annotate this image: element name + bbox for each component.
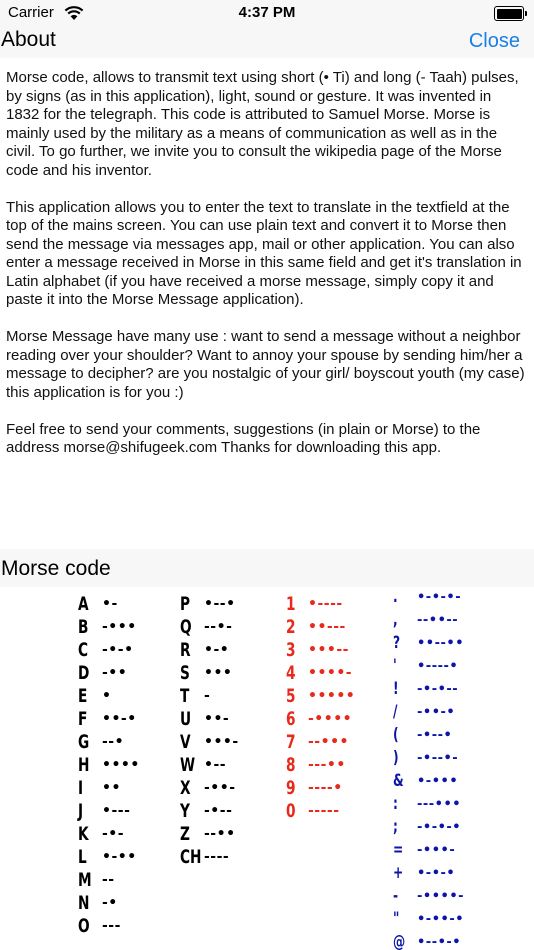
- morse-symbol: H: [78, 754, 90, 776]
- morse-code: -----: [308, 803, 340, 819]
- section-title: Morse code: [1, 557, 111, 580]
- morse-row: [78, 892, 140, 915]
- page-title: About: [1, 28, 56, 51]
- morse-code: -•••-: [417, 843, 456, 858]
- morse-code: -•-: [102, 826, 125, 842]
- morse-code: •--: [204, 757, 227, 773]
- morse-code: •-•-•-: [417, 590, 462, 605]
- morse-code: --••: [204, 826, 236, 842]
- morse-code: ••: [102, 780, 121, 796]
- morse-code: --••--: [417, 613, 459, 628]
- morse-symbol: :: [393, 794, 398, 814]
- morse-row: [180, 800, 239, 823]
- morse-symbol: @: [393, 932, 406, 950]
- morse-row: [180, 731, 239, 754]
- morse-row: [78, 915, 140, 938]
- morse-code: •-•••: [417, 774, 459, 789]
- morse-row: [180, 639, 239, 662]
- morse-row: [286, 616, 355, 639]
- morse-symbol: 9: [286, 777, 296, 799]
- morse-row: [286, 708, 355, 731]
- morse-row: [180, 823, 239, 846]
- morse-code: -•--: [204, 803, 233, 819]
- morse-row: [78, 800, 140, 823]
- morse-row: [180, 685, 239, 708]
- morse-symbol: ': [393, 656, 397, 676]
- morse-code: •--•-•: [417, 935, 462, 950]
- morse-symbol: 0: [286, 800, 296, 822]
- morse-row: [78, 754, 140, 777]
- morse-code: --•-: [204, 619, 233, 635]
- morse-code: ••--••: [417, 636, 465, 651]
- morse-code: •••--: [308, 642, 349, 658]
- morse-code: ----•: [308, 780, 343, 796]
- morse-code: -•--•: [417, 728, 453, 743]
- morse-code: •-••: [102, 849, 137, 865]
- morse-row: [180, 708, 239, 731]
- morse-row: [393, 931, 464, 950]
- morse-code: •-•: [204, 642, 230, 658]
- morse-row: [393, 586, 464, 609]
- morse-symbol: N: [78, 892, 90, 914]
- morse-code: -•-•--: [417, 682, 459, 697]
- morse-code: •••: [204, 665, 233, 681]
- morse-code: -•--•-: [417, 751, 459, 766]
- morse-row: [393, 724, 464, 747]
- status-bar: [0, 0, 534, 28]
- morse-row: [286, 777, 355, 800]
- morse-symbol: A: [78, 593, 89, 615]
- morse-code: ----: [204, 849, 230, 865]
- morse-code: •••-: [204, 734, 239, 750]
- morse-row: [393, 770, 464, 793]
- morse-row: [393, 908, 464, 931]
- navigation-bar: [0, 28, 534, 58]
- morse-code: •-•-•: [417, 866, 456, 881]
- morse-symbol: X: [180, 777, 191, 799]
- morse-row: [78, 777, 140, 800]
- digits-column: [286, 593, 355, 823]
- morse-symbol: M: [78, 869, 92, 891]
- morse-code: ••••-: [308, 665, 353, 681]
- morse-code: •----•: [417, 659, 459, 674]
- morse-row: [286, 754, 355, 777]
- about-paragraph: Feel free to send your comments, suggestions (in plain or Morse) to the address morse@shifugeek.com Thanks for downloading this app.: [6, 420, 481, 456]
- morse-symbol: E: [78, 685, 88, 707]
- morse-code: --•: [102, 734, 125, 750]
- morse-row: [393, 609, 464, 632]
- morse-code: ••---: [308, 619, 346, 635]
- morse-code: •: [102, 688, 112, 704]
- morse-code: •----: [308, 596, 343, 612]
- about-text: [6, 69, 528, 476]
- letters-column-2: [180, 593, 239, 869]
- morse-symbol: ?: [393, 633, 401, 653]
- morse-code: -: [204, 688, 211, 704]
- morse-symbol: /: [393, 702, 398, 722]
- close-button[interactable]: Close: [468, 30, 520, 52]
- morse-code: -•••: [102, 619, 137, 635]
- morse-row: [78, 616, 140, 639]
- about-paragraph: This application allows you to enter the text to translate in the textfield at the top of the mains screen. You can use plain text and convert it to Morse then send the message via messages app, mail or other application. You can also enter a message received in Morse in this same field and get it's translation in Latin alphabet (if you have received a morse message, simply copy it and paste it into the Morse Message application).: [6, 198, 522, 308]
- morse-row: [286, 685, 355, 708]
- morse-symbol: S: [180, 662, 190, 684]
- punctuation-column: [393, 586, 464, 950]
- morse-symbol: &: [393, 771, 404, 791]
- morse-code: -•-•-•: [417, 820, 462, 835]
- morse-symbol: L: [78, 846, 87, 868]
- about-paragraph: Morse code, allows to transmit text using short (• Ti) and long (- Taah) pulses, by signs (as in this application), light, sound or gesture. It was invented in 1832 for the telegraph. This code is attributed to Samuel Morse. Morse is mainly used by the military as a means of communication as well as in the civil. To go further, we invite you to consult the wikipedia page of the Morse code and his inventor.: [6, 69, 519, 179]
- letters-column-1: [78, 593, 140, 938]
- morse-symbol: J: [78, 800, 84, 822]
- morse-symbol: CH: [180, 846, 202, 868]
- morse-symbol: .: [393, 587, 398, 607]
- morse-symbol: ,: [393, 610, 398, 630]
- morse-row: [393, 793, 464, 816]
- morse-row: [78, 846, 140, 869]
- morse-symbol: R: [180, 639, 191, 661]
- morse-row: [286, 593, 355, 616]
- morse-code-table: [0, 589, 534, 950]
- morse-row: [78, 731, 140, 754]
- morse-code: -•: [102, 895, 118, 911]
- morse-symbol: Y: [180, 800, 190, 822]
- morse-row: [286, 731, 355, 754]
- morse-symbol: F: [78, 708, 88, 730]
- morse-code: -••: [102, 665, 128, 681]
- morse-code: •---: [102, 803, 131, 819]
- morse-symbol: ): [393, 748, 399, 768]
- morse-symbol: =: [393, 840, 404, 860]
- morse-symbol: 2: [286, 616, 296, 638]
- morse-row: [78, 869, 140, 892]
- morse-code: •--•: [204, 596, 236, 612]
- morse-symbol: V: [180, 731, 191, 753]
- morse-symbol: 3: [286, 639, 296, 661]
- morse-code: --•••: [308, 734, 349, 750]
- morse-row: [286, 662, 355, 685]
- morse-row: [180, 754, 239, 777]
- morse-row: [180, 593, 239, 616]
- morse-code: •-••-•: [417, 912, 465, 927]
- morse-symbol: 6: [286, 708, 296, 730]
- morse-symbol: 7: [286, 731, 296, 753]
- morse-row: [393, 885, 464, 908]
- morse-row: [180, 777, 239, 800]
- morse-row: [78, 823, 140, 846]
- morse-symbol: 1: [286, 593, 296, 615]
- morse-row: [78, 708, 140, 731]
- morse-symbol: 8: [286, 754, 296, 776]
- morse-symbol: +: [393, 863, 404, 883]
- morse-symbol: ": [393, 909, 400, 929]
- morse-row: [180, 846, 239, 869]
- morse-row: [393, 747, 464, 770]
- morse-symbol: B: [78, 616, 89, 638]
- morse-code: -••••-: [417, 889, 465, 904]
- morse-symbol: Z: [180, 823, 190, 845]
- morse-row: [393, 816, 464, 839]
- morse-row: [393, 701, 464, 724]
- morse-code: ••-•: [102, 711, 137, 727]
- morse-symbol: P: [180, 593, 191, 615]
- morse-symbol: (: [393, 725, 399, 745]
- morse-row: [393, 678, 464, 701]
- morse-symbol: Q: [180, 616, 192, 638]
- status-time: 4:37 PM: [238, 4, 296, 21]
- morse-code: ••-: [204, 711, 230, 727]
- morse-row: [393, 862, 464, 885]
- morse-code: -••-: [204, 780, 236, 796]
- morse-row: [78, 593, 140, 616]
- morse-row: [393, 839, 464, 862]
- morse-symbol: I: [78, 777, 84, 799]
- morse-symbol: U: [180, 708, 192, 730]
- morse-code: ••••: [102, 757, 140, 773]
- morse-symbol: T: [180, 685, 190, 707]
- about-paragraph: Morse Message have many use : want to send a message without a neighbor reading over your shoulder? Want to annoy your spouse by sending him/her a message to decipher? are you nostalgic of your girl/ boyscout youth (my case) this application is for you :): [6, 328, 525, 401]
- morse-row: [78, 662, 140, 685]
- morse-section-header: [0, 549, 534, 587]
- morse-code: •••••: [308, 688, 356, 704]
- morse-row: [393, 655, 464, 678]
- morse-code: -••••: [308, 711, 353, 727]
- morse-symbol: 4: [286, 662, 296, 684]
- morse-code: ---•••: [417, 797, 462, 812]
- morse-symbol: K: [78, 823, 89, 845]
- morse-symbol: W: [180, 754, 196, 776]
- morse-code: ---••: [308, 757, 346, 773]
- morse-row: [180, 616, 239, 639]
- battery-icon: [494, 6, 524, 21]
- morse-symbol: ;: [393, 817, 398, 837]
- morse-symbol: D: [78, 662, 90, 684]
- morse-symbol: -: [393, 886, 399, 906]
- morse-row: [393, 632, 464, 655]
- morse-code: -•-•: [102, 642, 134, 658]
- morse-symbol: 5: [286, 685, 296, 707]
- morse-row: [286, 639, 355, 662]
- morse-symbol: O: [78, 915, 90, 937]
- morse-row: [78, 685, 140, 708]
- morse-code: ---: [102, 918, 121, 934]
- morse-symbol: G: [78, 731, 90, 753]
- morse-row: [180, 662, 239, 685]
- morse-code: -••-•: [417, 705, 456, 720]
- morse-code: --: [102, 872, 115, 888]
- morse-row: [286, 800, 355, 823]
- morse-row: [78, 639, 140, 662]
- carrier-label: Carrier: [8, 4, 54, 21]
- morse-code: •-: [102, 596, 118, 612]
- morse-symbol: !: [393, 679, 399, 699]
- morse-symbol: C: [78, 639, 89, 661]
